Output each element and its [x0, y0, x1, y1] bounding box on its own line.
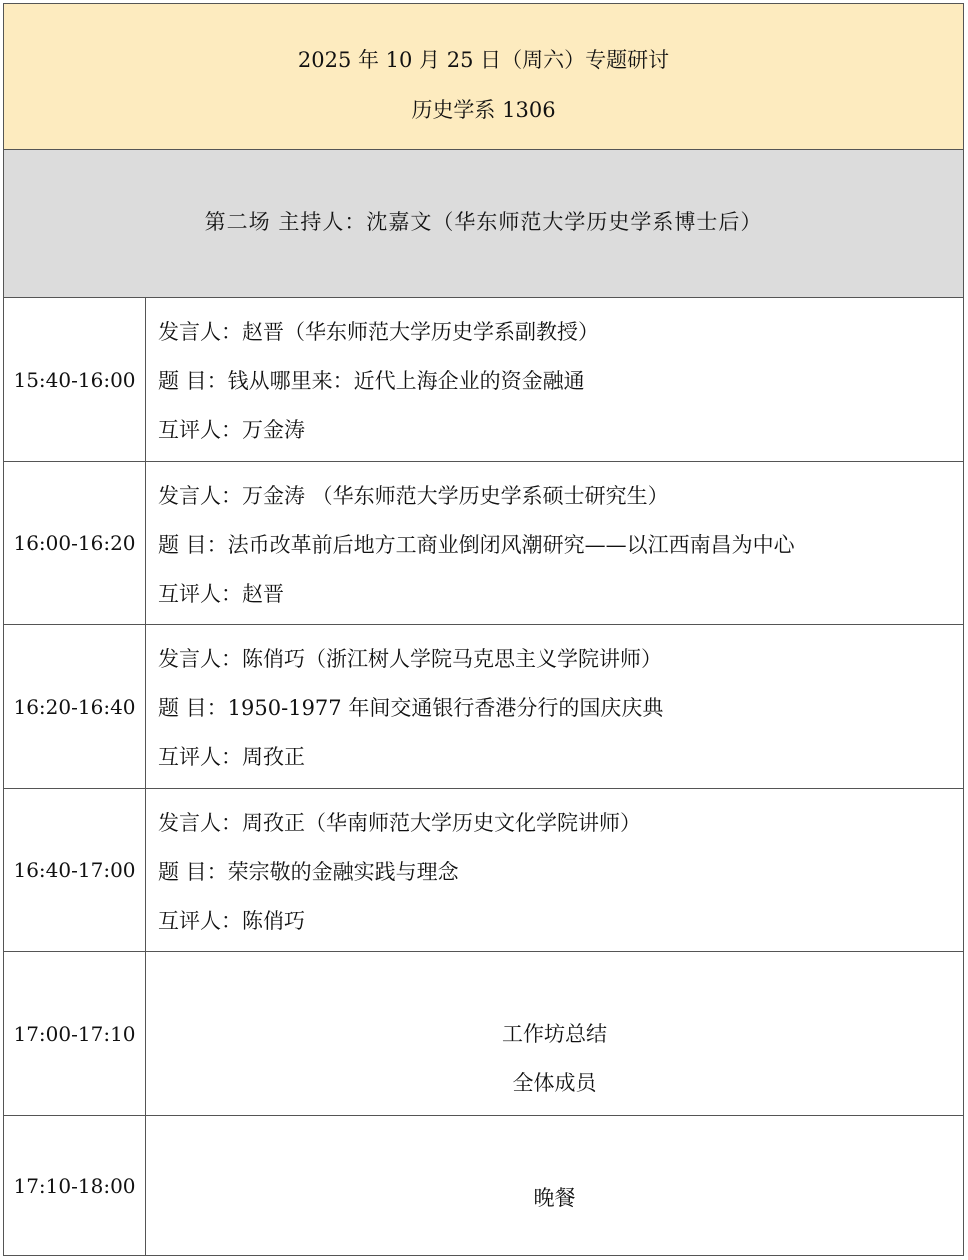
table-row — [4, 298, 963, 462]
table-row — [4, 789, 963, 952]
topic: 题 目：法币改革前后地方工商业倒闭风潮研究——以江西南昌为中心 — [158, 533, 795, 557]
speaker: 发言人：陈俏巧（浙江树人学院马克思主义学院讲师） — [158, 647, 662, 671]
closing-title: 工作坊总结 — [502, 1022, 607, 1046]
table-row — [4, 625, 963, 789]
time-slot: 17:10-18:00 — [4, 1116, 146, 1256]
talk-details — [146, 625, 963, 788]
time-slot: 16:00-16:20 — [4, 462, 146, 624]
time-slot: 16:40-17:00 — [4, 789, 146, 951]
schedule-table — [3, 3, 964, 1256]
topic: 题 目：荣宗敬的金融实践与理念 — [158, 860, 459, 884]
closing-details — [146, 952, 963, 1115]
speaker: 发言人：万金涛 （华东师范大学历史学系硕士研究生） — [158, 484, 669, 508]
topic: 题 目：1950-1977 年间交通银行香港分行的国庆庆典 — [158, 696, 664, 720]
session-title: 第二场 主持人：沈嘉文（华东师范大学历史学系博士后） — [204, 210, 763, 234]
closing-row — [4, 952, 963, 1116]
discussant: 互评人：陈俏巧 — [158, 909, 305, 933]
discussant: 互评人：赵晋 — [158, 582, 284, 606]
header-date: 2025 年 10 月 25 日（周六）专题研讨 — [297, 48, 670, 72]
time-slot: 17:00-17:10 — [4, 952, 146, 1115]
talk-details — [146, 462, 963, 624]
dinner-row — [4, 1116, 963, 1256]
speaker: 发言人：赵晋（华东师范大学历史学系副教授） — [158, 320, 599, 344]
talk-details — [146, 298, 963, 461]
session-header — [4, 150, 963, 298]
dinner-details — [146, 1116, 963, 1256]
time-slot: 16:20-16:40 — [4, 625, 146, 788]
speaker: 发言人：周孜正（华南师范大学历史文化学院讲师） — [158, 811, 641, 835]
schedule-header — [4, 4, 963, 150]
dinner-title: 晚餐 — [533, 1186, 576, 1210]
time-slot: 15:40-16:00 — [4, 298, 146, 461]
topic: 题 目：钱从哪里来：近代上海企业的资金融通 — [158, 369, 585, 393]
header-location: 历史学系 1306 — [411, 98, 556, 122]
discussant: 互评人：万金涛 — [158, 418, 305, 442]
closing-participants: 全体成员 — [512, 1071, 597, 1095]
table-row — [4, 462, 963, 625]
talk-details — [146, 789, 963, 951]
discussant: 互评人：周孜正 — [158, 745, 305, 769]
